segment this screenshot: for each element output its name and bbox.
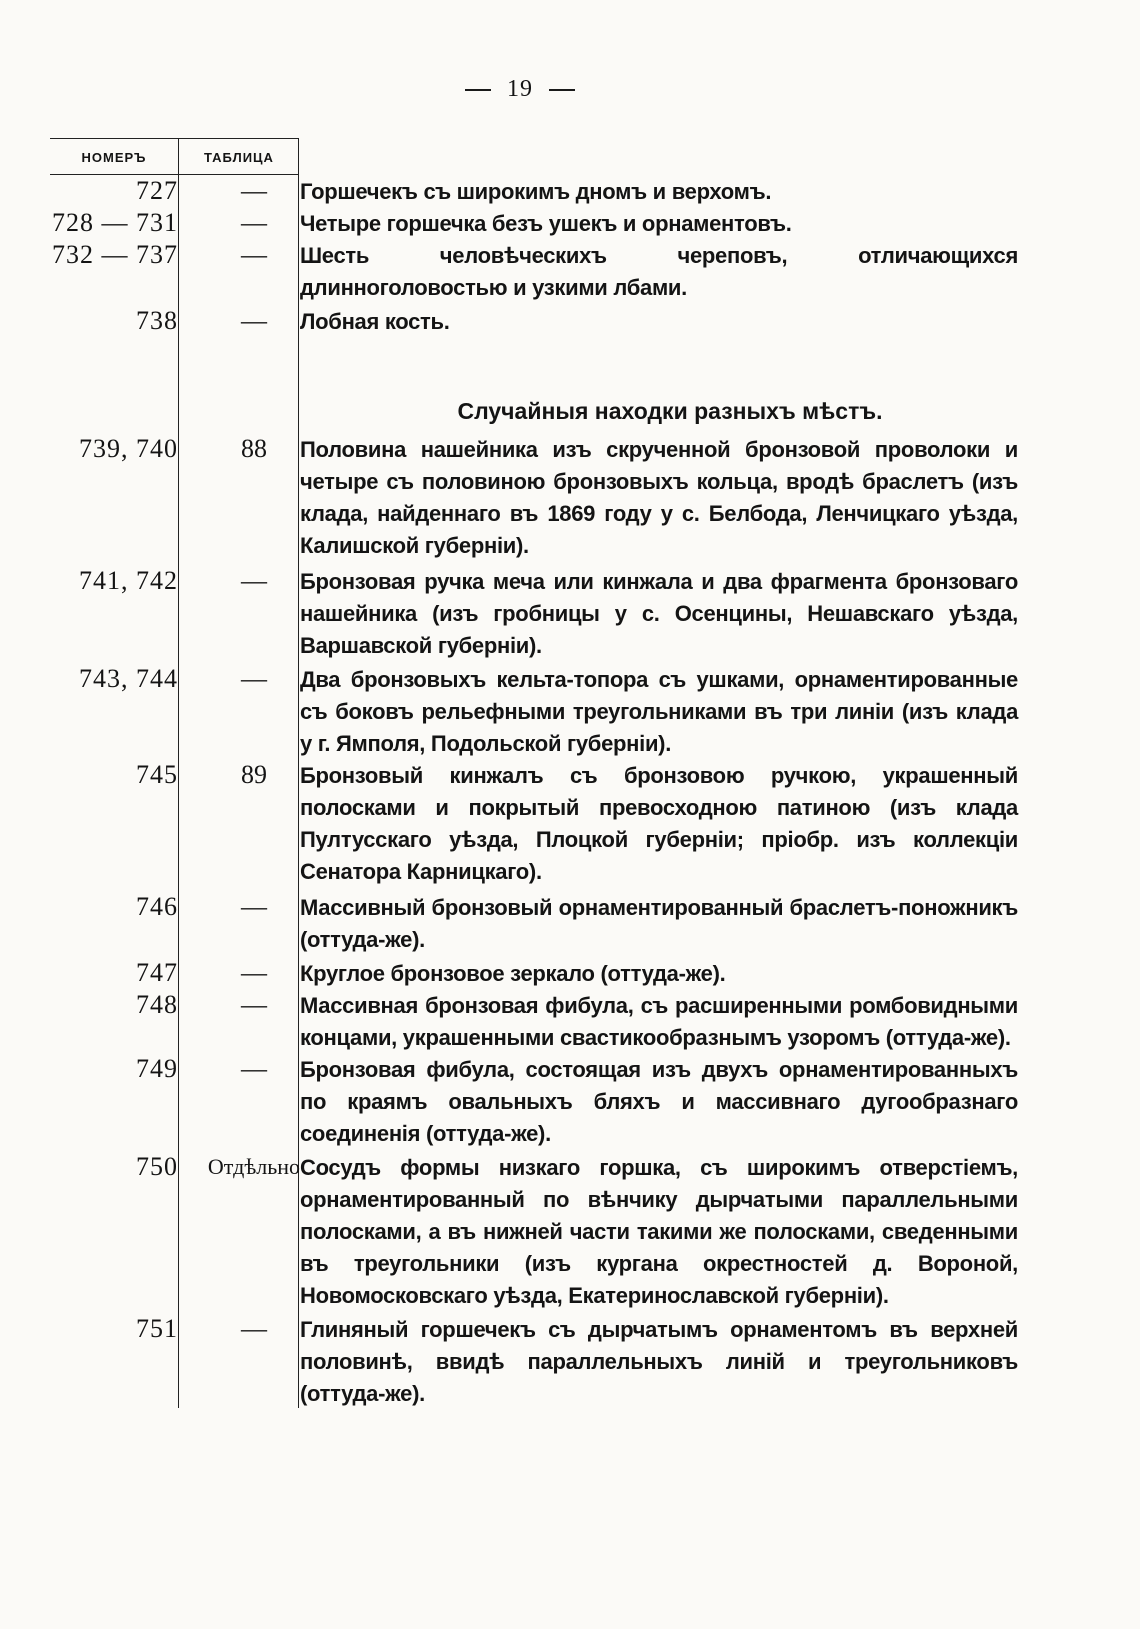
row-description: Лобная кость.	[300, 309, 450, 334]
header-rule-bottom	[50, 174, 298, 175]
row-table: —	[241, 1054, 267, 1083]
column-divider-number	[178, 138, 179, 1408]
header-rule-top	[50, 138, 298, 139]
row-table: —	[241, 892, 267, 921]
row-number: 728 — 731	[52, 208, 178, 237]
row-number: 745	[136, 760, 178, 789]
row-number: 748	[136, 990, 178, 1019]
row-description: Бронзовая ручка меча или кинжала и два фрагмента бронзоваго нашейника (изъ гробницы у с. Осенцины, Нешавскаго уѣзда, Варшавской губерніи).	[300, 569, 1018, 658]
row-number: 750	[136, 1152, 178, 1181]
row-table: —	[241, 566, 267, 595]
row-table: Отдѣльно	[207, 1154, 301, 1179]
row-description: Два бронзовыхъ кельта-топора съ ушками, орнаментированные съ боковъ рельефными треугольниками въ три линіи (изъ клада у г. Ямполя, Подольской губерніи).	[300, 667, 1018, 756]
row-description: Массивный бронзовый орнаментированный браслетъ-поножникъ (оттуда-же).	[300, 895, 1018, 952]
row-table: 88	[241, 434, 267, 463]
table-header	[50, 138, 298, 174]
row-description: Шесть человѣческихъ череповъ, отличающихся длинноголовостью и узкими лбами.	[300, 243, 1018, 300]
page-number-text: 19	[507, 76, 533, 102]
page-number-dash-right	[549, 89, 575, 91]
row-description: Бронзовый кинжалъ съ бронзовою ручкою, украшенный полосками и покрытый превосходною патиною (изъ клада Пултусскаго уѣзда, Плоцкой губерніи; пріобр. изъ коллекціи Сенатора Карницкаго).	[300, 763, 1018, 884]
row-table: —	[241, 306, 267, 335]
row-description: Половина нашейника изъ скрученной бронзовой проволоки и четыре съ половиною бронзовыхъ кольца, вродѣ браслетъ (изъ клада, найденнаго въ 1869 году у с. Белбода, Ленчицкаго уѣзда, Калишской губерніи).	[300, 437, 1018, 558]
section-heading: Случайныя находки разныхъ мѣстъ.	[457, 398, 883, 424]
row-number: 751	[136, 1314, 178, 1343]
row-table: 89	[241, 760, 267, 789]
row-description: Бронзовая фибула, состоящая изъ двухъ орнаментированныхъ по краямъ овальныхъ бляхъ и массивнаго дугообразнаго соединенія (оттуда-же).	[300, 1057, 1018, 1146]
row-table: —	[241, 990, 267, 1019]
row-number: 743, 744	[79, 664, 178, 693]
header-number-column: НОМЕРЪ	[81, 150, 147, 165]
row-description: Глиняный горшечекъ съ дырчатымъ орнаментомъ въ верхней половинѣ, ввидѣ параллельныхъ линій и треугольниковъ (оттуда-же).	[300, 1317, 1018, 1406]
row-number: 749	[136, 1054, 178, 1083]
row-description: Круглое бронзовое зеркало (оттуда-же).	[300, 961, 726, 986]
row-table: —	[241, 240, 267, 269]
row-number: 747	[136, 958, 178, 987]
row-description: Сосудъ формы низкаго горшка, съ широкимъ отверстіемъ, орнаментированный по вѣнчику дырчатыми параллельными полосками, а въ нижней части такими же полосками, сведенными въ треугольники (изъ кургана окрестностей д. Вороной, Новомосковскаго уѣзда, Екатеринославской губерніи).	[300, 1155, 1018, 1308]
row-number: 739, 740	[79, 434, 178, 463]
row-number: 746	[136, 892, 178, 921]
row-description: Массивная бронзовая фибула, съ расширенными ромбовидными концами, украшенными свастикообразнымъ узоромъ (оттуда-же).	[300, 993, 1018, 1050]
row-description: Четыре горшечка безъ ушекъ и орнаментовъ.	[300, 211, 792, 236]
page-number	[0, 76, 1040, 103]
row-table: —	[241, 208, 267, 237]
row-table: —	[241, 664, 267, 693]
header-table-column: ТАБЛИЦА	[204, 150, 274, 165]
row-description: Горшечекъ съ широкимъ дномъ и верхомъ.	[300, 179, 772, 204]
row-table: —	[241, 958, 267, 987]
row-table: —	[241, 176, 267, 205]
row-number: 738	[136, 306, 178, 335]
row-number: 732 — 737	[52, 240, 178, 269]
row-table: —	[241, 1314, 267, 1343]
page-number-dash-left	[465, 89, 491, 91]
row-number: 727	[136, 176, 178, 205]
row-number: 741, 742	[79, 566, 178, 595]
